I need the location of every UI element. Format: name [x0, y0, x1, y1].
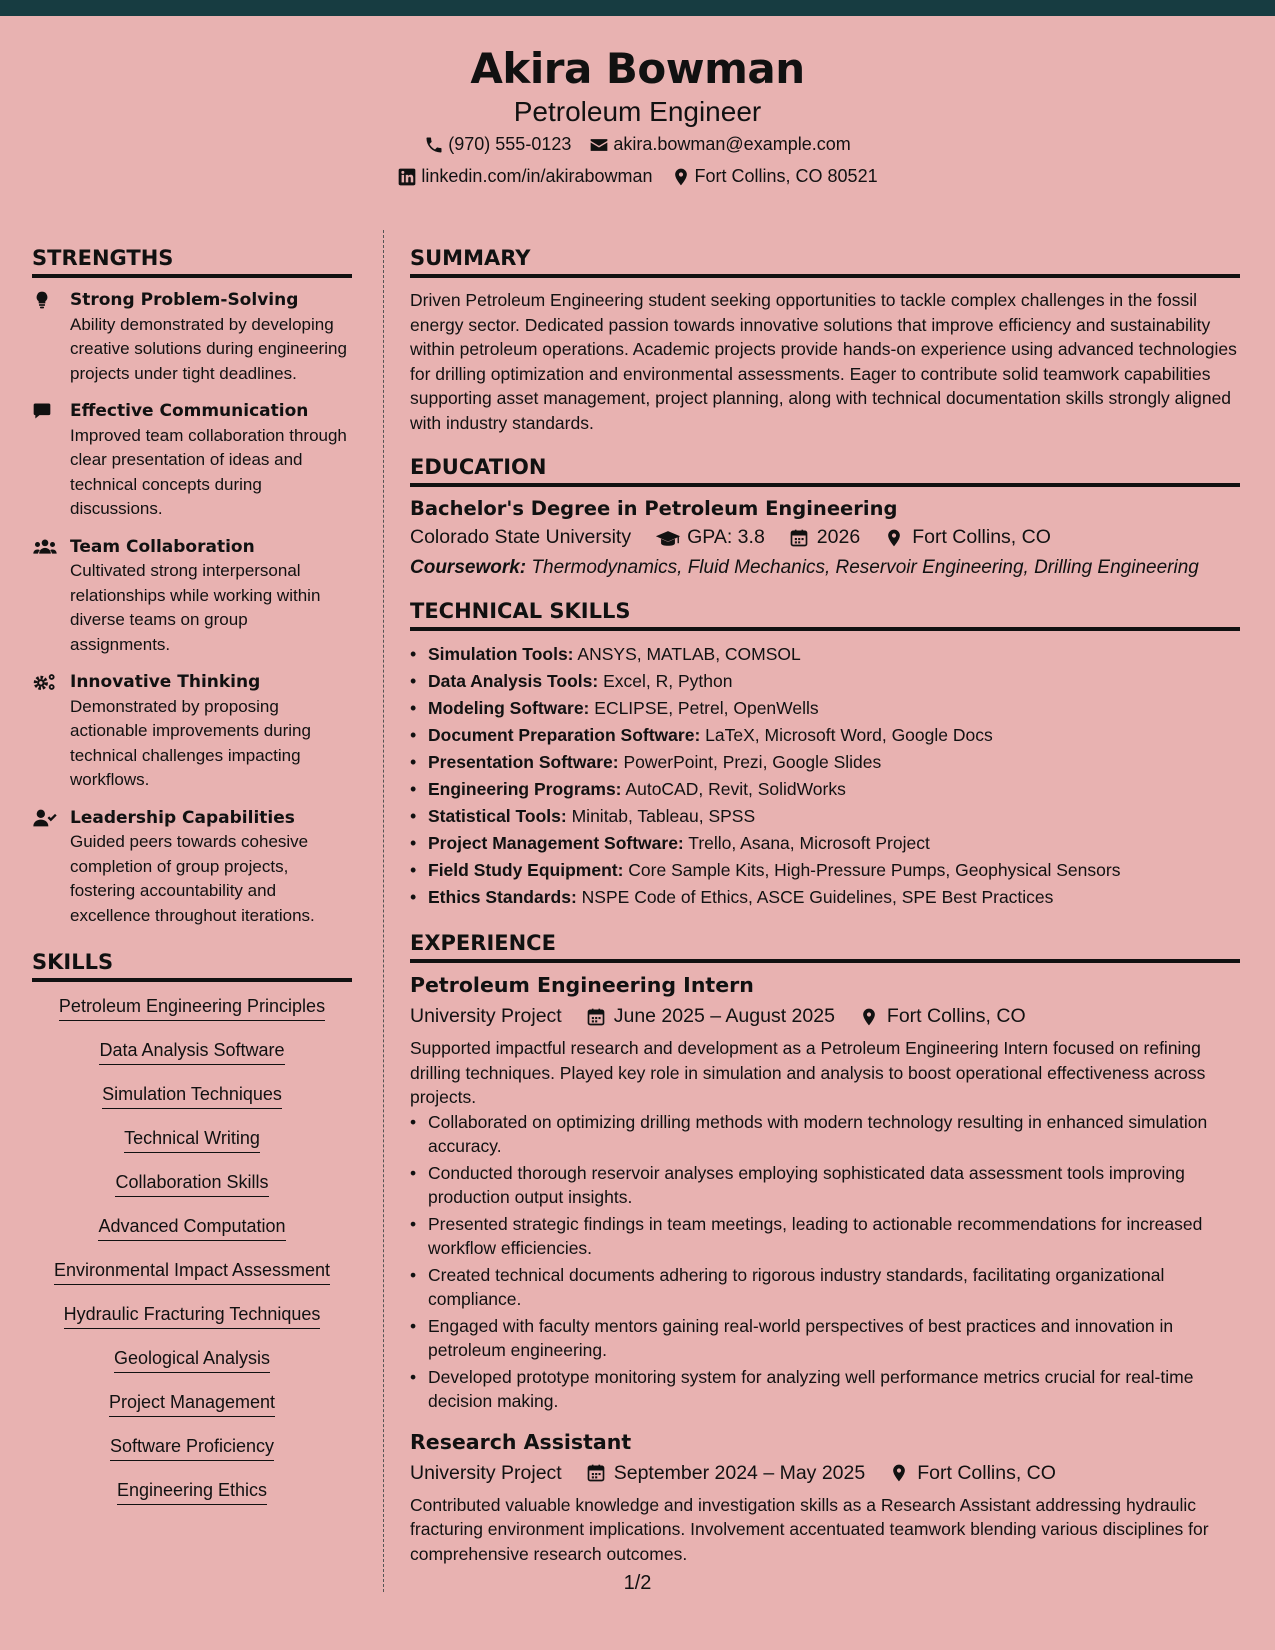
list-item: • Developed prototype monitoring system for analyzing well performance metrics crucial for real-time decision making.	[410, 1365, 1240, 1414]
skill-item: Engineering Ethics	[32, 1480, 352, 1505]
left-column	[32, 246, 352, 1524]
coursework	[410, 557, 1240, 579]
strength-text: Demonstrated by proposing actionable improvements during technical challenges impacting workflows.	[70, 696, 311, 789]
strength-text: Improved team collaboration through clear presentation of ideas and technical concepts during discussions.	[70, 425, 347, 518]
speech-bubble-icon	[32, 401, 54, 421]
experience-heading: EXPERIENCE	[410, 931, 1240, 963]
summary-heading: SUMMARY	[410, 246, 1240, 278]
strength-item	[32, 670, 352, 793]
strength-text: Guided peers towards cohesive completion of group projects, fostering accountability and excellence throughout iterations.	[70, 832, 315, 925]
job-location: Fort Collins, CO	[886, 1005, 1026, 1027]
skill-item: Collaboration Skills	[32, 1172, 352, 1197]
calendar-icon	[586, 1462, 608, 1484]
contact-row-1	[0, 134, 1275, 155]
skills-list	[32, 996, 352, 1505]
strength-title: Effective Communication	[70, 401, 309, 421]
job-dates: June 2025 – August 2025	[613, 1005, 835, 1027]
calendar-icon	[789, 527, 811, 549]
location-contact	[671, 166, 878, 187]
degree-title: Bachelor's Degree in Petroleum Engineering	[410, 497, 898, 520]
candidate-name: Akira Bowman	[470, 44, 805, 93]
map-pin-icon	[889, 1462, 911, 1484]
phone-text: (970) 555-0123	[448, 134, 572, 154]
summary-text: Driven Petroleum Engineering student seeking opportunities to tackle complex challenges in the fossil energy sector. Dedicated passion towards innovative solutions that improve efficiency and sustainability within petroleum operations. Academic projects provide hands-on experience using advanced technologies for drilling optimization and environmental assessments. Eager to contribute solid teamwork capabilities supporting asset management, project planning, along with technical documentation skills strongly aligned with industry standards.	[410, 290, 1237, 433]
skill-item: Petroleum Engineering Principles	[32, 996, 352, 1021]
list-item: • Engineering Programs: AutoCAD, Revit, SolidWorks	[410, 776, 1240, 803]
top-bar	[0, 0, 1275, 16]
school-name: Colorado State University	[410, 526, 632, 548]
strength-item	[32, 535, 352, 658]
graduation-year: 2026	[816, 526, 861, 548]
strength-text: Ability demonstrated by developing creative solutions during engineering projects under tight deadlines.	[70, 314, 347, 383]
job-bullets	[410, 1110, 1240, 1414]
coursework-label: Coursework:	[410, 557, 527, 578]
map-pin-icon	[671, 167, 691, 187]
location-text: Fort Collins, CO 80521	[694, 166, 878, 186]
job-dates: September 2024 – May 2025	[613, 1461, 866, 1484]
technical-skills-section	[410, 599, 1240, 911]
technical-skills-list	[410, 641, 1240, 911]
gears-icon	[32, 672, 58, 692]
list-item: • Document Preparation Software: LaTeX, Microsoft Word, Google Docs	[410, 722, 1240, 749]
job-org: University Project	[410, 1005, 562, 1027]
contact-row-2	[0, 166, 1275, 187]
column-divider	[383, 230, 384, 1592]
summary-section	[410, 246, 1240, 435]
strength-text: Cultivated strong interpersonal relationships while working within diverse teams on group assignments.	[70, 561, 321, 654]
job-title: Petroleum Engineer	[513, 96, 762, 127]
list-item: • Field Study Equipment: Core Sample Kits, High-Pressure Pumps, Geophysical Sensors	[410, 857, 1240, 884]
phone-contact[interactable]	[424, 134, 571, 155]
school-location: Fort Collins, CO	[912, 526, 1051, 548]
list-item: • Conducted thorough reservoir analyses employing sophisticated data assessment tools improving production output insights.	[410, 1161, 1240, 1210]
strength-title: Leadership Capabilities	[70, 807, 295, 828]
lightbulb-icon	[32, 290, 54, 310]
skill-item: Geological Analysis	[32, 1348, 352, 1373]
job-meta	[410, 1462, 1240, 1485]
envelope-icon	[589, 135, 609, 155]
map-pin-icon	[884, 527, 906, 549]
strength-title: Team Collaboration	[70, 536, 255, 557]
list-item: • Statistical Tools: Minitab, Tableau, SPSS	[410, 803, 1240, 830]
skill-item: Simulation Techniques	[32, 1084, 352, 1109]
strength-title: Innovative Thinking	[70, 672, 261, 692]
job-location: Fort Collins, CO	[917, 1461, 1056, 1484]
list-item: • Presented strategic findings in team meetings, leading to actionable recommendations for increased workflow efficiencies.	[410, 1212, 1240, 1261]
page-number: 1/2	[623, 1572, 652, 1594]
list-item: • Simulation Tools: ANSYS, MATLAB, COMSOL	[410, 641, 1240, 668]
strength-item	[32, 399, 352, 522]
job-summary: Contributed valuable knowledge and investigation skills as a Research Assistant addressing hydraulic fracturing environment implications. Involvement accentuated teamwork blending various disciplines for comprehensive research outcomes.	[410, 1494, 1209, 1564]
skill-item: Advanced Computation	[32, 1216, 352, 1241]
coursework-list: Thermodynamics, Fluid Mechanics, Reservoir Engineering, Drilling Engineering	[531, 557, 1199, 578]
linkedin-text: linkedin.com/in/akirabowman	[421, 166, 653, 186]
user-check-icon	[32, 808, 58, 828]
job-title: Research Assistant	[410, 1429, 632, 1454]
list-item: • Engaged with faculty mentors gaining real-world perspectives of best practices and innovation in petroleum engineering.	[410, 1314, 1240, 1363]
skill-item: Data Analysis Software	[32, 1040, 352, 1065]
skill-item: Technical Writing	[32, 1128, 352, 1153]
job-entry	[410, 973, 1240, 1414]
gpa-text: GPA: 3.8	[687, 526, 765, 548]
education-section	[410, 455, 1240, 579]
list-item: • Presentation Software: PowerPoint, Prezi, Google Slides	[410, 749, 1240, 776]
calendar-icon	[586, 1006, 608, 1028]
email-text: akira.bowman@example.com	[613, 134, 851, 154]
list-item: • Modeling Software: ECLIPSE, Petrel, OpenWells	[410, 695, 1240, 722]
job-entry	[410, 1430, 1240, 1567]
education-meta	[410, 526, 1240, 549]
education-heading: EDUCATION	[410, 455, 1240, 487]
graduation-cap-icon	[655, 527, 681, 549]
map-pin-icon	[859, 1006, 881, 1028]
list-item: • Project Management Software: Trello, Asana, Microsoft Project	[410, 830, 1240, 857]
list-item: • Data Analysis Tools: Excel, R, Python	[410, 668, 1240, 695]
resume-header	[0, 16, 1275, 204]
strength-item	[32, 288, 352, 386]
skill-item: Environmental Impact Assessment	[32, 1260, 352, 1285]
job-meta	[410, 1005, 1240, 1028]
linkedin-icon	[397, 167, 417, 187]
strength-title: Strong Problem-Solving	[70, 290, 299, 310]
users-icon	[32, 537, 58, 557]
email-contact[interactable]	[589, 134, 850, 155]
skill-item: Software Proficiency	[32, 1436, 352, 1461]
job-org: University Project	[410, 1461, 562, 1484]
strength-item	[32, 806, 352, 929]
list-item: • Collaborated on optimizing drilling methods with modern technology resulting in enhanced simulation accuracy.	[410, 1110, 1240, 1159]
skill-item: Hydraulic Fracturing Techniques	[32, 1304, 352, 1329]
right-column	[410, 246, 1240, 1586]
list-item: • Ethics Standards: NSPE Code of Ethics, ASCE Guidelines, SPE Best Practices	[410, 884, 1240, 911]
phone-icon	[424, 135, 444, 155]
job-title: Petroleum Engineering Intern	[410, 973, 754, 997]
skills-heading: SKILLS	[32, 950, 352, 982]
linkedin-contact[interactable]	[397, 166, 652, 187]
job-summary: Supported impactful research and development as a Petroleum Engineering Intern focused on refining drilling techniques. Played key role in simulation and analysis to boost operational effectiveness across projects.	[410, 1038, 1206, 1107]
skill-item: Project Management	[32, 1392, 352, 1417]
strengths-heading: STRENGTHS	[32, 246, 352, 278]
list-item: • Created technical documents adhering to rigorous industry standards, facilitating organizational compliance.	[410, 1263, 1240, 1312]
technical-skills-heading: TECHNICAL SKILLS	[410, 599, 1240, 631]
experience-section	[410, 931, 1240, 1566]
